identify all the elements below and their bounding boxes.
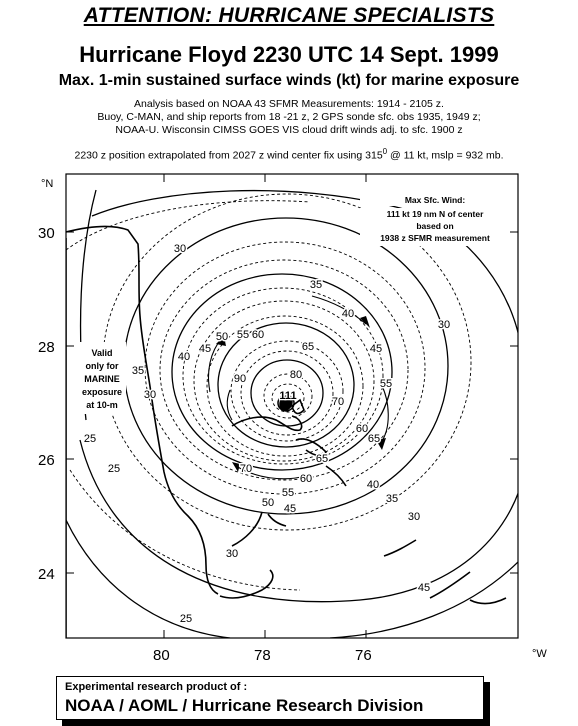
lon-unit-label: °W <box>532 648 547 660</box>
isotach-label: 90 <box>233 373 247 385</box>
isotach-label: 70 <box>331 396 345 408</box>
valid-note-line-2: only for <box>85 361 119 371</box>
isotach-label: 40 <box>177 351 191 363</box>
lat-label-26: 26 <box>38 452 55 469</box>
isotach-label: 40 <box>366 479 380 491</box>
isotach-label: 45 <box>283 503 297 515</box>
isotach-label: 30 <box>437 319 451 331</box>
max-wind-note-line-3: based on <box>416 221 454 231</box>
isotach-label: 80 <box>289 369 303 381</box>
isotach-label: 65 <box>301 341 315 353</box>
isotach-label: 65 <box>367 433 381 445</box>
credit-line-1: Experimental research product of : <box>65 681 248 693</box>
isotach-label: 45 <box>369 343 383 355</box>
max-wind-note <box>360 194 508 246</box>
isotach-label: 55 <box>281 487 295 499</box>
isotach-label: 25 <box>179 613 193 625</box>
isotach-label: 40 <box>341 308 355 320</box>
isotach-label: 50 <box>261 497 275 509</box>
isotach-label: 30 <box>143 389 157 401</box>
isotach-label: 35 <box>131 365 145 377</box>
isotach-label: 65 <box>315 453 329 465</box>
max-wind-note-line-1: Max Sfc. Wind: <box>404 195 466 205</box>
valid-note-line-5: at 10-m <box>86 400 118 410</box>
valid-note-line-3: MARINE <box>84 374 120 384</box>
degree-superscript: 0 <box>382 147 388 156</box>
lat-label-24: 24 <box>38 566 55 583</box>
lat-label-30: 30 <box>38 225 55 242</box>
isotach-label: 30 <box>173 243 187 255</box>
max-wind-note-line-2: 111 kt 19 nm N of center <box>386 209 484 219</box>
valid-note-line-4: exposure <box>81 387 123 397</box>
position-note-text: 2230 z position extrapolated from 2027 z wind center fix using 315 <box>74 149 383 162</box>
isotach-label: 45 <box>198 343 212 355</box>
isotach-label: 70 <box>239 463 253 475</box>
isotach-label: 55 <box>236 329 250 341</box>
page-subtitle: Max. 1-min sustained surface winds (kt) for marine exposure <box>58 72 520 89</box>
source-line-1: Analysis based on NOAA 43 SFMR Measurements: 1914 - 2105 z. <box>134 98 444 110</box>
credit-box <box>56 676 484 720</box>
page-title: Hurricane Floyd 2230 UTC 14 Sept. 1999 <box>79 42 499 67</box>
isotach-label: 35 <box>385 493 399 505</box>
lat-unit-label: °N <box>41 178 54 190</box>
isotach-label: 30 <box>225 548 239 560</box>
isotach-label: 50 <box>215 331 229 343</box>
isotach-label: 60 <box>355 423 369 435</box>
isotach-label: 25 <box>107 463 121 475</box>
position-note-tail: @ 11 kt, mslp = 932 mb. <box>387 149 504 162</box>
valid-note-line-1: Valid <box>91 348 113 358</box>
valid-note <box>78 342 126 414</box>
lon-label-76: 76 <box>355 647 372 664</box>
isotach-label: 60 <box>251 329 265 341</box>
lat-label-28: 28 <box>38 339 55 356</box>
credit-line-2: NOAA / AOML / Hurricane Research Division <box>65 696 424 715</box>
isotach-label: 30 <box>407 511 421 523</box>
max-wind-note-line-4: 1938 z SFMR measurement <box>380 233 490 243</box>
banner-heading: ATTENTION: HURRICANE SPECIALISTS <box>83 4 495 27</box>
isotach-label: 55 <box>379 378 393 390</box>
lon-label-80: 80 <box>153 647 170 664</box>
isotach-label: 45 <box>417 582 431 594</box>
isotach-label: 25 <box>83 433 97 445</box>
isotach-label: 35 <box>309 279 323 291</box>
lon-label-78: 78 <box>254 647 271 664</box>
source-line-2: Buoy, C-MAN, and ship reports from 18 -21 z, 2 GPS sonde sfc. obs 1935, 1949 z; <box>97 111 481 123</box>
center-wind-label: 111 <box>279 390 297 402</box>
isotach-label: 60 <box>299 473 313 485</box>
source-line-3: NOAA-U. Wisconsin CIMSS GOES VIS cloud drift winds adj. to sfc. 1900 z <box>115 124 463 136</box>
